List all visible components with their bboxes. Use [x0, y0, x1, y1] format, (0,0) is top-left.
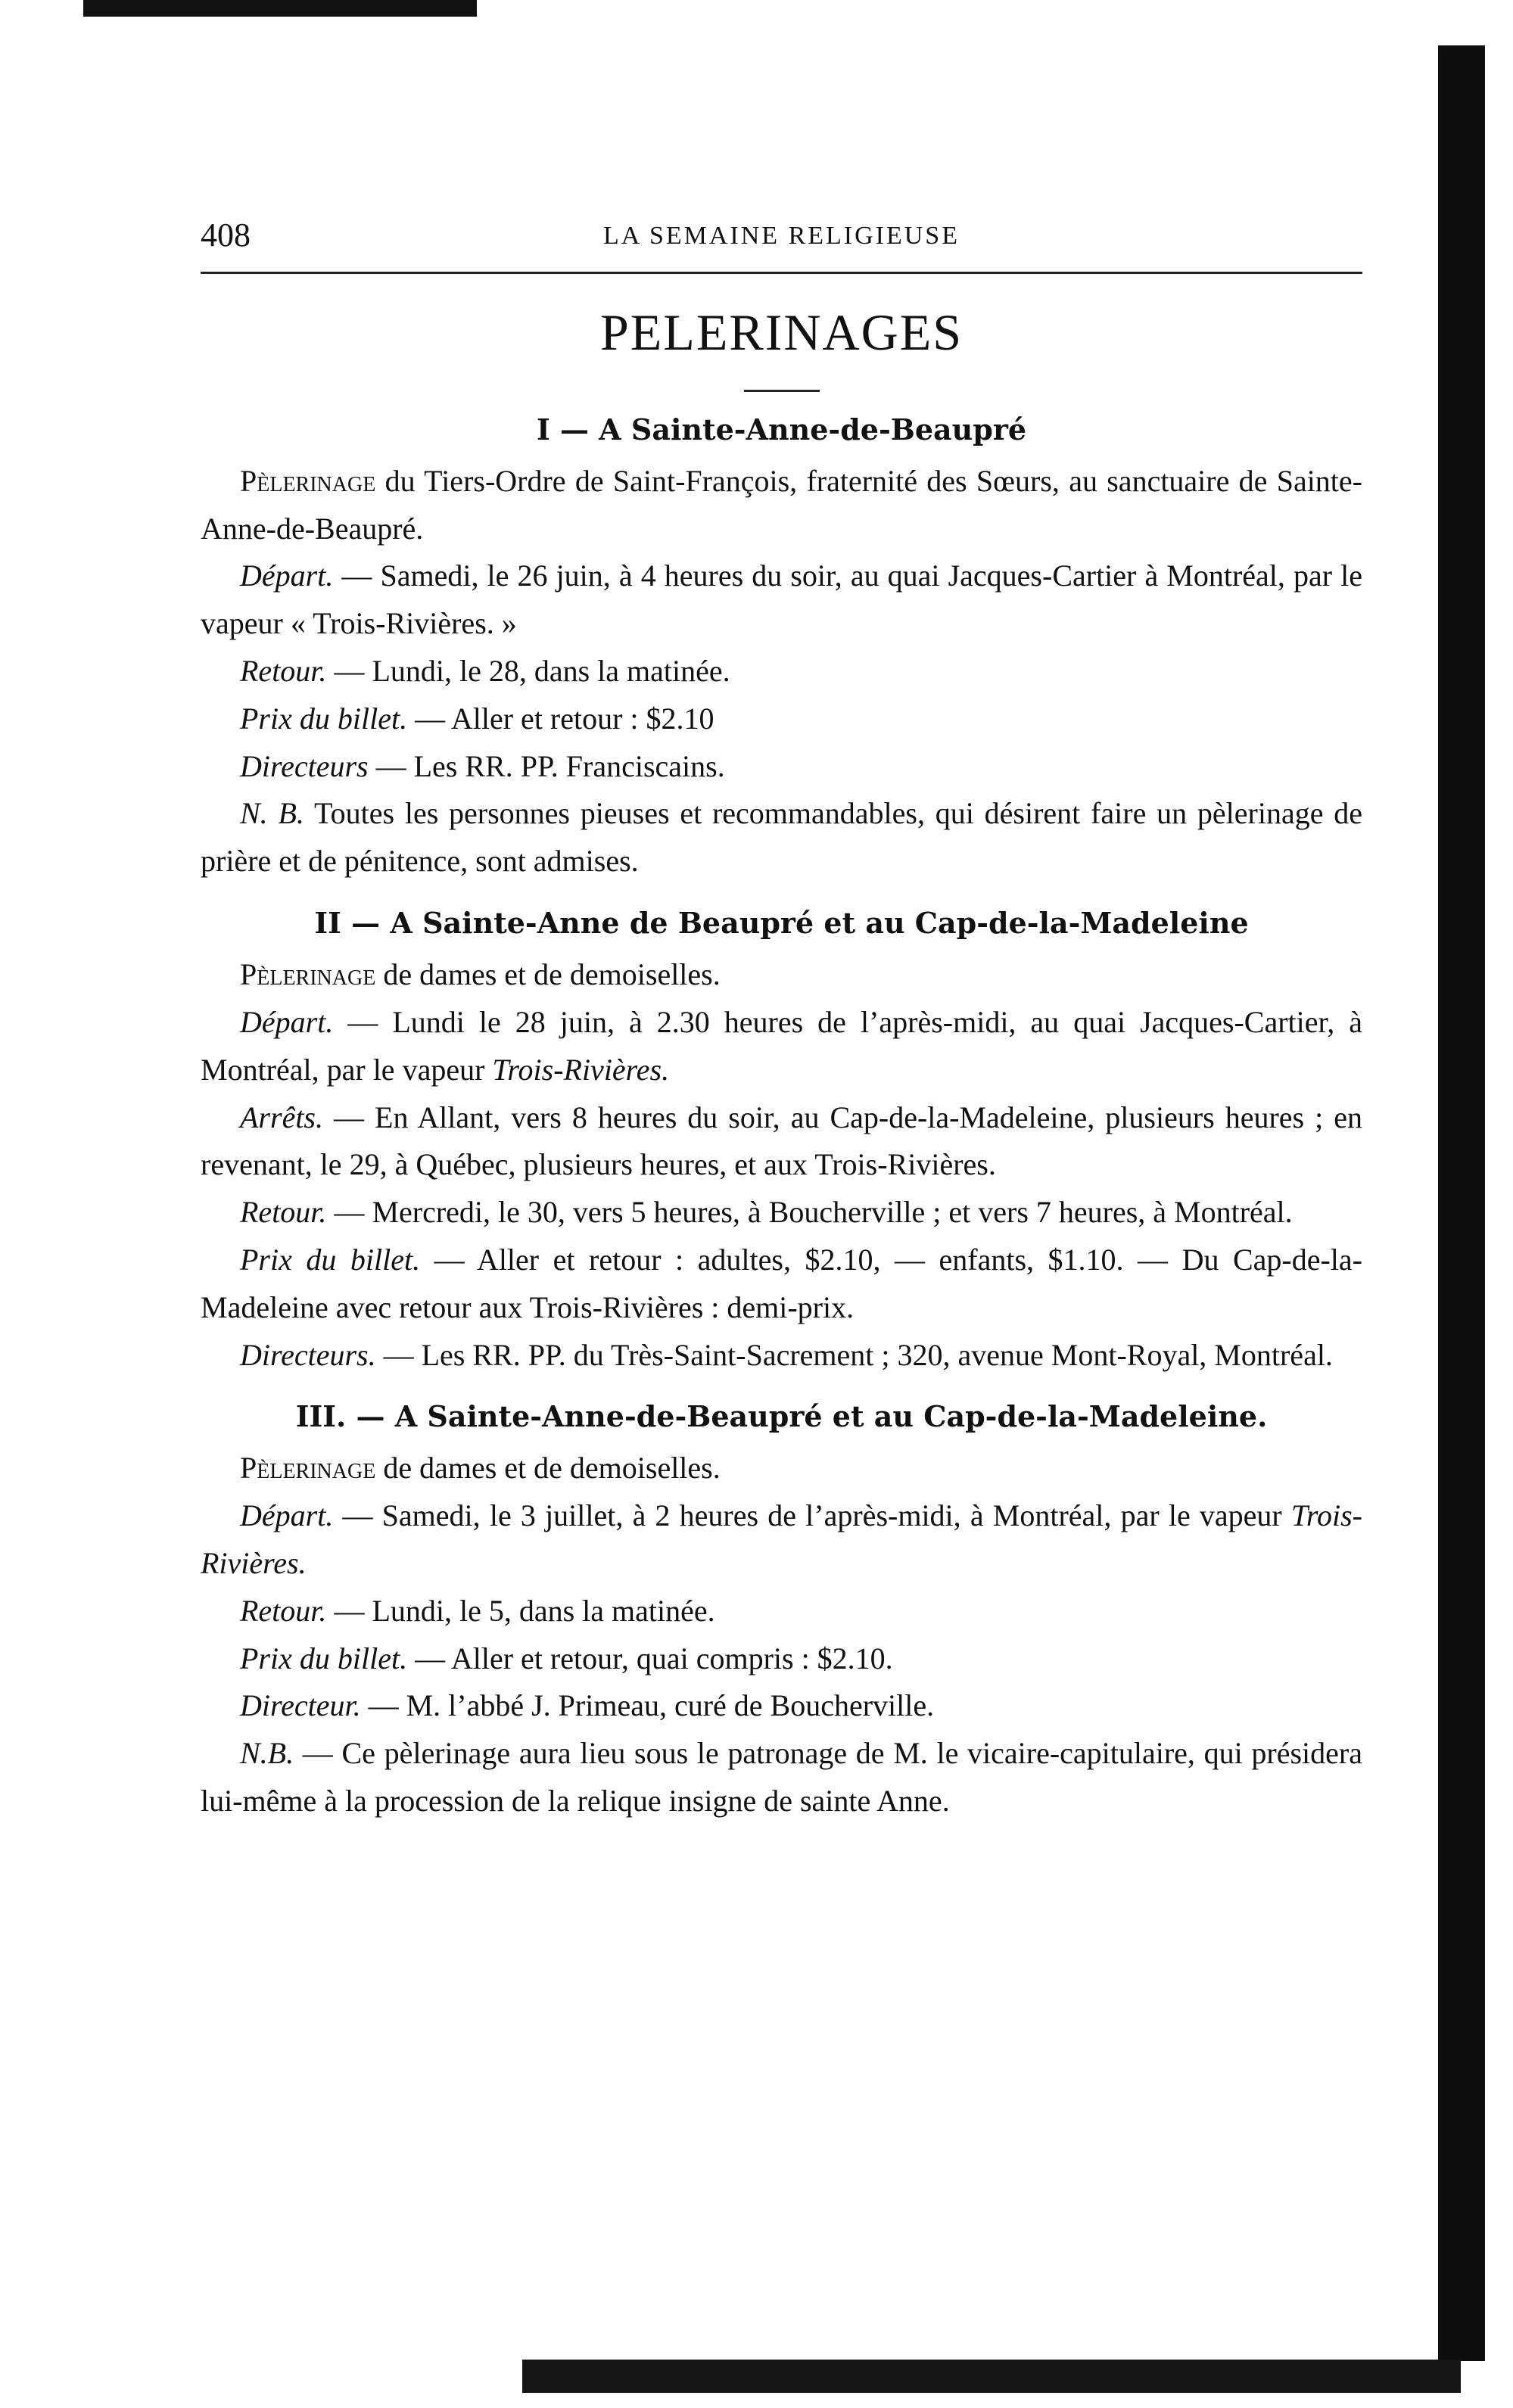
scan-border-right — [1438, 45, 1485, 2361]
depart-label: Départ. — [240, 558, 334, 593]
prix-text: — Aller et retour : $2.10 — [407, 701, 714, 736]
pilgrimage-1 — [201, 409, 1362, 885]
pilgrimage-2-description — [201, 951, 1362, 999]
section-title: PELERINAGES — [599, 303, 964, 361]
directeurs-text: — Les RR. PP. Franciscains. — [368, 748, 725, 783]
arrets-text: — En Allant, vers 8 heures du soir, au Cap-de-la-Madeleine, plusieurs heures ; en revenant, le 29, à Québec, plusieurs heures, et aux Trois-Rivières. — [201, 1100, 1362, 1182]
pilgrimage-1-depart — [201, 552, 1362, 648]
pilgrimage-3-prix — [201, 1635, 1362, 1683]
pilgrimage-2 — [201, 902, 1362, 1379]
retour-text: — Mercredi, le 30, vers 5 heures, à Boucherville ; et vers 7 heures, à Montréal. — [326, 1195, 1293, 1230]
pilgrimage-1-description — [201, 458, 1362, 553]
directeurs-label: Directeurs — [240, 748, 369, 783]
retour-label: Retour. — [240, 1195, 327, 1230]
depart-label: Départ. — [240, 1004, 334, 1039]
pelerinage-text: de dames et de demoiselles. — [375, 1451, 721, 1486]
directeurs-label: Directeurs. — [240, 1337, 376, 1372]
pilgrimage-1-retour — [201, 648, 1362, 695]
directeur-label: Directeur. — [240, 1688, 361, 1723]
pilgrimage-3-heading: III. — A Sainte-Anne-de-Beaupré et au Cap-de-la-Madeleine. — [295, 1399, 1268, 1434]
depart-label: Départ. — [240, 1498, 334, 1533]
prix-label: Prix du billet. — [240, 1242, 421, 1277]
arrets-label: Arrêts. — [240, 1100, 323, 1134]
retour-label: Retour. — [240, 654, 327, 689]
prix-label: Prix du billet. — [240, 1641, 408, 1675]
nb-text: — Ce pèlerinage aura lieu sous le patronage de M. le vicaire-capitulaire, qui présidera lui-même à la procession de la relique insigne de sainte Anne. — [201, 1736, 1362, 1818]
pelerinage-label: Pèlerinage — [240, 957, 376, 992]
prix-text: — Aller et retour, quai compris : $2.10. — [407, 1641, 893, 1675]
scan-border-top — [83, 0, 477, 17]
pilgrimage-3 — [201, 1395, 1362, 1825]
pilgrimage-1-nb — [201, 790, 1362, 885]
pelerinage-label: Pèlerinage — [240, 1451, 376, 1486]
pilgrimage-3-retour — [201, 1588, 1362, 1635]
pilgrimage-3-depart — [201, 1492, 1362, 1588]
scan-border-bottom — [522, 2360, 1461, 2393]
page-number: 408 — [201, 216, 251, 254]
pilgrimage-3-directeur — [201, 1682, 1362, 1730]
depart-text: — Samedi, le 3 juillet, à 2 heures de l’après-midi, à Montréal, par le vapeur — [333, 1498, 1291, 1533]
vessel-name: Trois-Rivières. — [201, 1498, 1362, 1581]
pilgrimage-2-arrets — [201, 1094, 1362, 1190]
prix-label: Prix du billet. — [240, 701, 408, 736]
depart-text: — Lundi le 28 juin, à 2.30 heures de l’après-midi, au quai Jacques-Cartier, à Montréal, par le vapeur — [201, 1004, 1362, 1087]
pelerinage-text: de dames et de demoiselles. — [375, 957, 721, 992]
document-page — [201, 216, 1362, 1825]
nb-label: N. B. — [240, 796, 304, 831]
pilgrimage-3-nb — [201, 1730, 1362, 1825]
prix-text: — Aller et retour : adultes, $2.10, — enfants, $1.10. — Du Cap-de-la-Madeleine avec retour aux Trois-Rivières : demi-prix. — [201, 1242, 1362, 1324]
pilgrimage-1-heading: I — A Sainte-Anne-de-Beaupré — [536, 412, 1027, 446]
pilgrimage-1-prix — [201, 695, 1362, 743]
pilgrimage-2-retour — [201, 1189, 1362, 1237]
retour-text: — Lundi, le 5, dans la matinée. — [326, 1593, 715, 1628]
pilgrimage-2-directeurs — [201, 1332, 1362, 1380]
retour-text: — Lundi, le 28, dans la matinée. — [326, 654, 730, 689]
nb-label: N.B. — [240, 1736, 294, 1771]
journal-title: LA SEMAINE RELIGIEUSE — [603, 222, 960, 250]
vessel-name: Trois-Rivières. — [492, 1052, 670, 1087]
directeurs-text: — Les RR. PP. du Très-Saint-Sacrement ; 320, avenue Mont-Royal, Montréal. — [375, 1337, 1333, 1372]
pilgrimage-2-depart — [201, 999, 1362, 1094]
pilgrimage-1-directeurs — [201, 743, 1362, 791]
pilgrimage-2-heading: II — A Sainte-Anne de Beaupré et au Cap-de-la-Madeleine — [314, 906, 1249, 941]
pelerinage-label: Pèlerinage — [240, 463, 376, 498]
pilgrimage-2-prix — [201, 1237, 1362, 1332]
title-rule — [744, 390, 820, 392]
retour-label: Retour. — [240, 1593, 327, 1628]
pelerinage-text: du Tiers-Ordre de Saint-François, fraternité des Sœurs, au sanctuaire de Sainte-Anne-de-Beaupré. — [201, 463, 1362, 546]
nb-text: Toutes les personnes pieuses et recommandables, qui désirent faire un pèlerinage de prière et de pénitence, sont admises. — [201, 796, 1362, 879]
directeur-text: — M. l’abbé J. Primeau, curé de Boucherville. — [360, 1688, 935, 1723]
depart-text: — Samedi, le 26 juin, à 4 heures du soir, au quai Jacques-Cartier à Montréal, par le vapeur « Trois-Rivières. » — [201, 558, 1362, 641]
running-header — [201, 216, 1362, 261]
pilgrimage-3-description — [201, 1445, 1362, 1492]
header-rule — [201, 272, 1362, 274]
